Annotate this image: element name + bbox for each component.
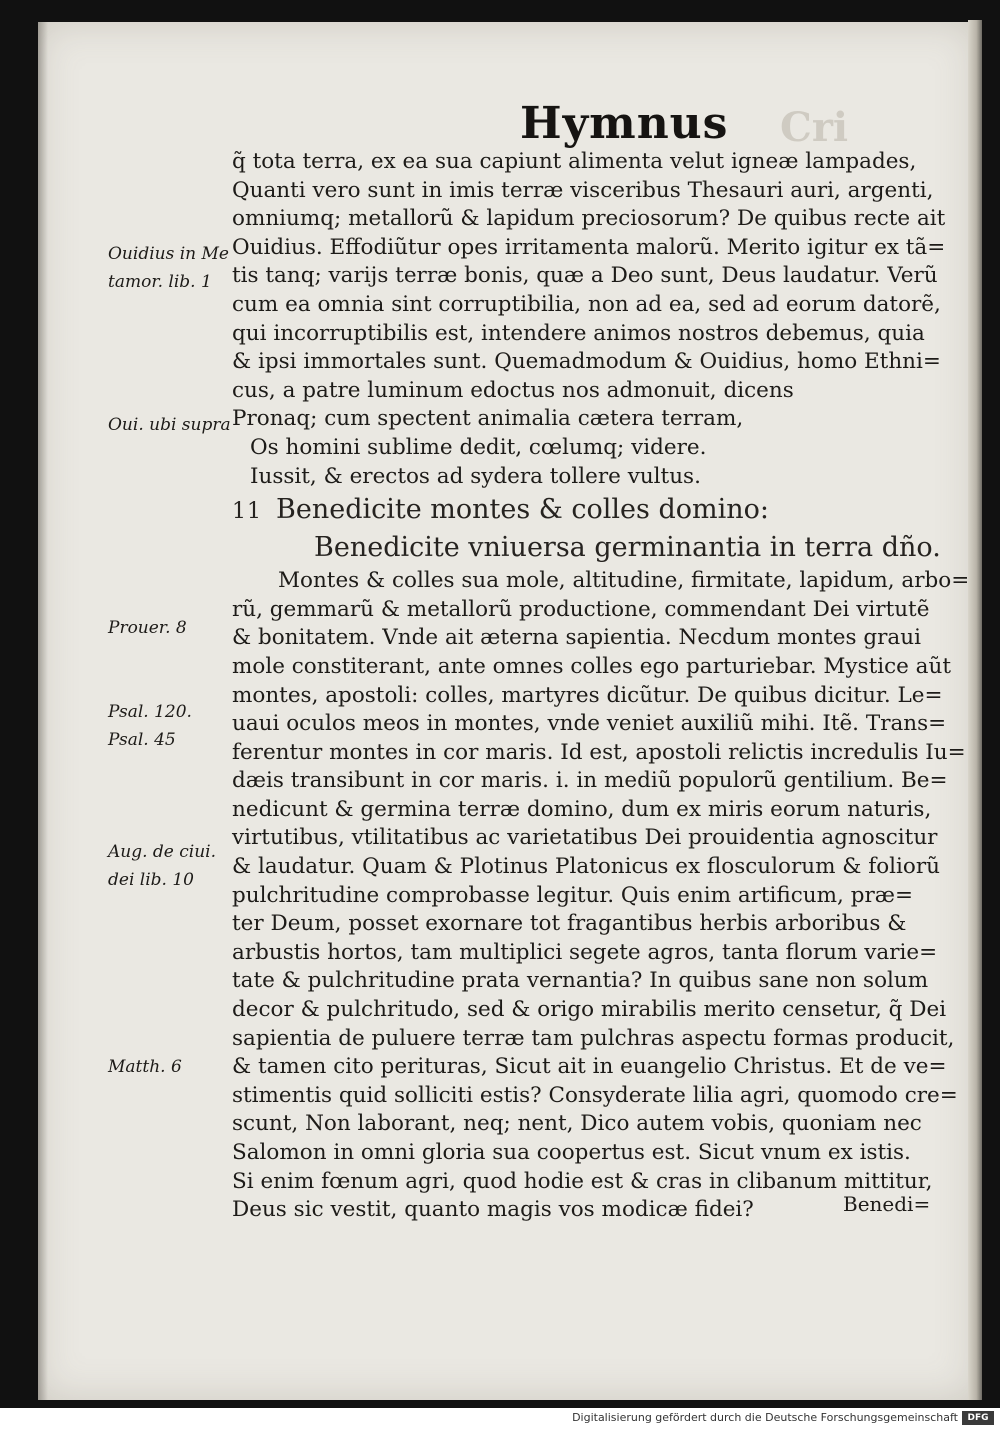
verse-number: 11 <box>232 499 262 525</box>
body-text <box>232 148 970 1225</box>
text-line: & tamen cito perituras, Sicut ait in euangelio Christus. Et de ve= <box>232 1054 947 1080</box>
text-line: qui incorruptibilis est, intendere animos nostros debemus, quia <box>232 320 925 346</box>
text-line: nedicunt & germina terræ domino, dum ex miris eorum naturis, <box>232 796 932 822</box>
text-line: tis tanq; varijs terræ bonis, quæ a Deo sunt, Deus laudatur. Verũ <box>232 263 938 289</box>
text-line: pulchritudine comprobasse legitur. Quis enim artificum, præ= <box>232 882 913 908</box>
text-line: Si enim fœnum agri, quod hodie est & cras in clibanum mittitur, <box>232 1168 933 1194</box>
text-line: cum ea omnia sint corruptibilia, non ad ea, sed ad eorum datorẽ, <box>232 291 941 317</box>
text-line: Ouidius. Effodiũtur opes irritamenta malorũ. Merito igitur ex tã= <box>232 234 946 260</box>
text-line: & bonitatem. Vnde ait æterna sapientia. Necdum montes graui <box>232 625 921 651</box>
text-line: stimentis quid solliciti estis? Consyderate lilia agri, quomodo cre= <box>232 1082 958 1108</box>
margin-note: Prouer. 8 <box>108 618 187 638</box>
margin-note: dei lib. 10 <box>108 870 194 890</box>
text-line: decor & pulchritudo, sed & origo mirabilis merito censetur, q̃ Dei <box>232 997 947 1023</box>
text-line: Salomon in omni gloria sua coopertus est. Sicut vnum ex istis. <box>232 1140 911 1165</box>
text-line: & ipsi immortales sunt. Quemadmodum & Ouidius, homo Ethni= <box>232 349 941 375</box>
text-line: omniumq; metallorũ & lapidum preciosorum? De quibus recte ait <box>232 206 946 232</box>
text-block-2 <box>232 567 970 1225</box>
text-line: mole constiterant, ante omnes colles ego parturiebar. Mystice aũt <box>232 653 951 679</box>
text-line: virtutibus, vtilitatibus ac varietatibus Dei prouidentia agnoscitur <box>232 825 938 851</box>
margin-note: Psal. 45 <box>108 730 176 750</box>
text-line: tate & pulchritudine prata vernantia? In quibus sane non solum <box>232 968 929 994</box>
text-line: Iussit, & erectos ad sydera tollere vultus. <box>250 463 701 489</box>
text-block-1 <box>232 148 957 491</box>
margin-note: Psal. 120. <box>108 702 192 722</box>
page-edge <box>968 20 982 1400</box>
text-line: Quanti vero sunt in imis terræ visceribus Thesauri auri, argenti, <box>232 177 934 203</box>
text-line: q̃ tota terra, ex ea sua capiunt alimenta velut igneæ lampades, <box>232 149 917 174</box>
margin-note: Matth. 6 <box>108 1057 182 1077</box>
running-head: Hymnus <box>520 98 729 149</box>
text-line: & laudatur. Quam & Plotinus Platonicus ex flosculorum & foliorũ <box>232 854 940 880</box>
verse-heading-line-1 <box>232 491 957 529</box>
text-line: Os homini sublime dedit, cœlumq; videre. <box>250 434 707 460</box>
text-line: Deus sic vestit, quanto magis vos modicæ fidei? <box>232 1197 754 1223</box>
bleed-through-text: Cri <box>780 104 849 151</box>
text-line: dæis transibunt in cor maris. i. in mediũ populorũ gentilium. Be= <box>232 768 948 794</box>
text-line: ferentur montes in cor maris. Id est, apostoli relictis incredulis Iu= <box>232 739 966 765</box>
gutter-shadow <box>38 22 48 1400</box>
text-line: sapientia de puluere terræ tam pulchras aspectu formas producit, <box>232 1025 955 1051</box>
margin-note: Aug. de ciui. <box>108 842 217 862</box>
text-line: rũ, gemmarũ & metallorũ productione, commendant Dei virtutẽ <box>232 596 930 622</box>
text-line: uaui oculos meos in montes, vnde veniet auxiliũ mihi. Itẽ. Trans= <box>232 711 947 737</box>
dfg-logo: DFG <box>962 1411 994 1425</box>
verse-heading-line-2: Benedicite vniuersa germinantia in terra dño. <box>314 532 941 564</box>
footer-credit: Digitalisierung gefördert durch die Deutsche Forschungsgemeinschaft <box>572 1411 958 1424</box>
text-line: scunt, Non laborant, neq; nent, Dico autem vobis, quoniam nec <box>232 1111 922 1137</box>
margin-note: tamor. lib. 1 <box>108 272 212 292</box>
text-line: Montes & colles sua mole, altitudine, firmitate, lapidum, arbo= <box>278 568 970 594</box>
text-line: arbustis hortos, tam multiplici segete agros, tanta florum varie= <box>232 939 938 965</box>
text-line: montes, apostoli: colles, martyres dicũtur. De quibus dicitur. Le= <box>232 682 943 708</box>
margin-note: Ouidius in Me <box>108 244 229 264</box>
text-line: ter Deum, posset exornare tot fragantibus herbis arboribus & <box>232 911 907 937</box>
margin-note: Oui. ubi supra <box>108 415 231 435</box>
footer-bar <box>0 1408 1000 1429</box>
text-line: Pronaq; cum spectent animalia cætera terram, <box>232 406 744 432</box>
catchword: Benedi= <box>843 1192 931 1216</box>
text-line: cus, a patre luminum edoctus nos admonuit, dicens <box>232 377 794 403</box>
verse-heading-text-1: Benedicite montes & colles domino: <box>276 494 769 526</box>
